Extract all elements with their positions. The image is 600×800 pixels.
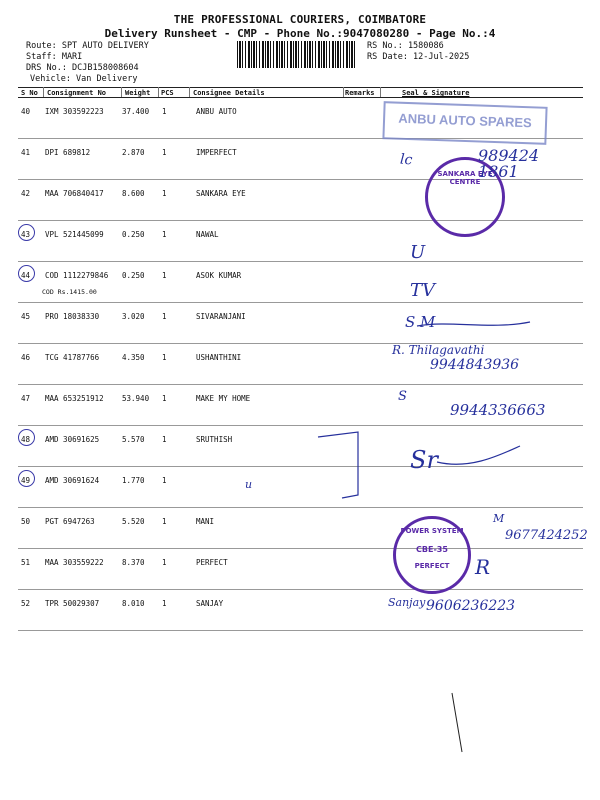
consignment-cell: VPL 521445099 xyxy=(45,230,104,239)
consignment-cell: MAA 706840417 xyxy=(45,189,104,198)
consignee-cell: SIVARANJANI xyxy=(196,312,246,321)
sno-cell: 49 xyxy=(21,476,31,485)
rs-number: RS No.: 1580086 xyxy=(367,41,444,51)
consignee-cell: PERFECT xyxy=(196,558,228,567)
power-system-text: POWER SYSTEM xyxy=(400,527,464,535)
sno-cell: 48 xyxy=(21,435,31,444)
weight-cell: 4.350 xyxy=(122,353,145,362)
sno-cell: 52 xyxy=(21,599,31,608)
sno-cell: 47 xyxy=(21,394,31,403)
pcs-cell: 1 xyxy=(162,148,167,157)
sno-cell: 44 xyxy=(21,271,31,280)
stray-mark xyxy=(452,693,462,752)
consignee-cell: MANI xyxy=(196,517,215,526)
consignee-cell: SANJAY xyxy=(196,599,224,608)
weight-cell: 0.250 xyxy=(122,271,145,280)
consignment-cell: DPI 689812 xyxy=(45,148,91,157)
weight-cell: 5.570 xyxy=(122,435,145,444)
anbu-auto-stamp: ANBU AUTO SPARES xyxy=(382,101,547,145)
pcs-cell: 1 xyxy=(162,353,167,362)
handwritten-phone-51: 9677424252 xyxy=(505,528,588,543)
handwritten-phone-41: 989424 1861 xyxy=(478,146,540,181)
weight-cell: 1.770 xyxy=(122,476,145,485)
consignment-cell: AMD 30691625 xyxy=(45,435,100,444)
weight-cell: 0.250 xyxy=(122,230,145,239)
col-header-weight: Weight xyxy=(125,89,151,97)
pcs-cell: 1 xyxy=(162,230,167,239)
pcs-cell: 1 xyxy=(162,271,167,280)
consignee-cell: SANKARA EYE xyxy=(196,189,246,198)
rs-date: RS Date: 12-Jul-2025 xyxy=(367,52,470,62)
handwritten-phone-46: 9944843936 xyxy=(430,357,520,373)
pen-stroke-45 xyxy=(417,322,530,326)
col-header-seal: Seal & Signature xyxy=(402,89,470,97)
consignee-cell: NAWAL xyxy=(196,230,219,239)
staff-label: Staff: MARI xyxy=(26,52,83,62)
weight-cell: 8.370 xyxy=(122,558,145,567)
mark-49: u xyxy=(245,478,253,491)
handwritten-phone-52: 9606236223 xyxy=(426,598,516,614)
sno-cell: 46 xyxy=(21,353,31,362)
signature-43: U xyxy=(410,242,426,263)
consignment-cell: MAA 303559222 xyxy=(45,558,104,567)
cod-amount: COD Rs.1415.00 xyxy=(42,288,97,296)
weight-cell: 5.520 xyxy=(122,517,145,526)
consignment-cell: COD 1112279846 xyxy=(45,271,109,280)
weight-cell: 8.600 xyxy=(122,189,145,198)
consignment-cell: PRO 18038330 xyxy=(45,312,100,321)
sno-cell: 50 xyxy=(21,517,31,526)
weight-cell: 2.870 xyxy=(122,148,145,157)
document-title: THE PROFESSIONAL COURIERS, COIMBATORE xyxy=(173,13,427,26)
pcs-cell: 1 xyxy=(162,558,167,567)
sno-cell: 40 xyxy=(21,107,31,116)
pcs-cell: 1 xyxy=(162,599,167,608)
col-header-consignee: Consignee Details xyxy=(193,89,265,97)
consignment-cell: IXM 303592223 xyxy=(45,107,104,116)
col-header-consignment: Consignment No xyxy=(47,89,107,97)
consignment-cell: TCG 41787766 xyxy=(45,353,100,362)
sno-cell: 45 xyxy=(21,312,31,321)
col-header-pcs: PCS xyxy=(161,89,174,97)
consignment-cell: MAA 653251912 xyxy=(45,394,104,403)
signature-44: TV xyxy=(410,280,436,301)
weight-cell: 37.400 xyxy=(122,107,150,116)
drs-label: DRS No.: DCJB158008604 xyxy=(26,63,139,73)
pen-stroke-48 xyxy=(437,446,520,464)
consignee-cell: SRUTHISH xyxy=(196,435,233,444)
signature-48: Sr xyxy=(410,446,438,474)
pcs-cell: 1 xyxy=(162,312,167,321)
pcs-cell: 1 xyxy=(162,517,167,526)
cbe-text: CBE-35 xyxy=(416,545,448,554)
pcs-cell: 1 xyxy=(162,435,167,444)
consignment-cell: AMD 30691624 xyxy=(45,476,100,485)
sno-cell: 51 xyxy=(21,558,31,567)
pen-mark-49 xyxy=(318,432,358,498)
signature-41: lc xyxy=(399,151,413,169)
document-subtitle: Delivery Runsheet - CMP - Phone No.:9047080280 - Page No.:4 xyxy=(104,27,496,40)
consignee-cell: ASOK KUMAR xyxy=(196,271,242,280)
handwritten-phone-47: 9944336663 xyxy=(450,401,546,419)
consignee-cell: MAKE MY HOME xyxy=(196,394,251,403)
signature-45: S M xyxy=(405,313,436,331)
col-header-remarks: Remarks xyxy=(345,89,375,97)
sno-cell: 43 xyxy=(21,230,31,239)
vehicle-label: Vehicle: Van Delivery xyxy=(30,74,138,84)
weight-cell: 3.020 xyxy=(122,312,145,321)
weight-cell: 53.940 xyxy=(122,394,150,403)
signature-50: M xyxy=(493,512,505,525)
consignment-cell: PGT 6947263 xyxy=(45,517,95,526)
route-label: Route: SPT AUTO DELIVERY xyxy=(26,41,149,51)
consignee-cell: ANBU AUTO xyxy=(196,107,237,116)
pcs-cell: 1 xyxy=(162,394,167,403)
pcs-cell: 1 xyxy=(162,189,167,198)
consignee-cell: IMPERFECT xyxy=(196,148,237,157)
weight-cell: 8.010 xyxy=(122,599,145,608)
handwritten-name-46: R. Thilagavathi xyxy=(392,343,485,357)
sankara-stamp-text: SANKARA EYE CENTRE xyxy=(437,170,493,186)
pcs-cell: 1 xyxy=(162,476,167,485)
col-header-sno: S No xyxy=(21,89,38,97)
pcs-cell: 1 xyxy=(162,107,167,116)
consignment-cell: TPR 50029307 xyxy=(45,599,100,608)
sno-cell: 42 xyxy=(21,189,31,198)
signature-51: R xyxy=(475,555,491,579)
consignee-cell: USHANTHINI xyxy=(196,353,242,362)
sno-cell: 41 xyxy=(21,148,31,157)
handwritten-name-52: Sanjay xyxy=(388,596,426,609)
perfect-text: PERFECT xyxy=(414,562,450,570)
signature-47: S xyxy=(398,389,407,404)
